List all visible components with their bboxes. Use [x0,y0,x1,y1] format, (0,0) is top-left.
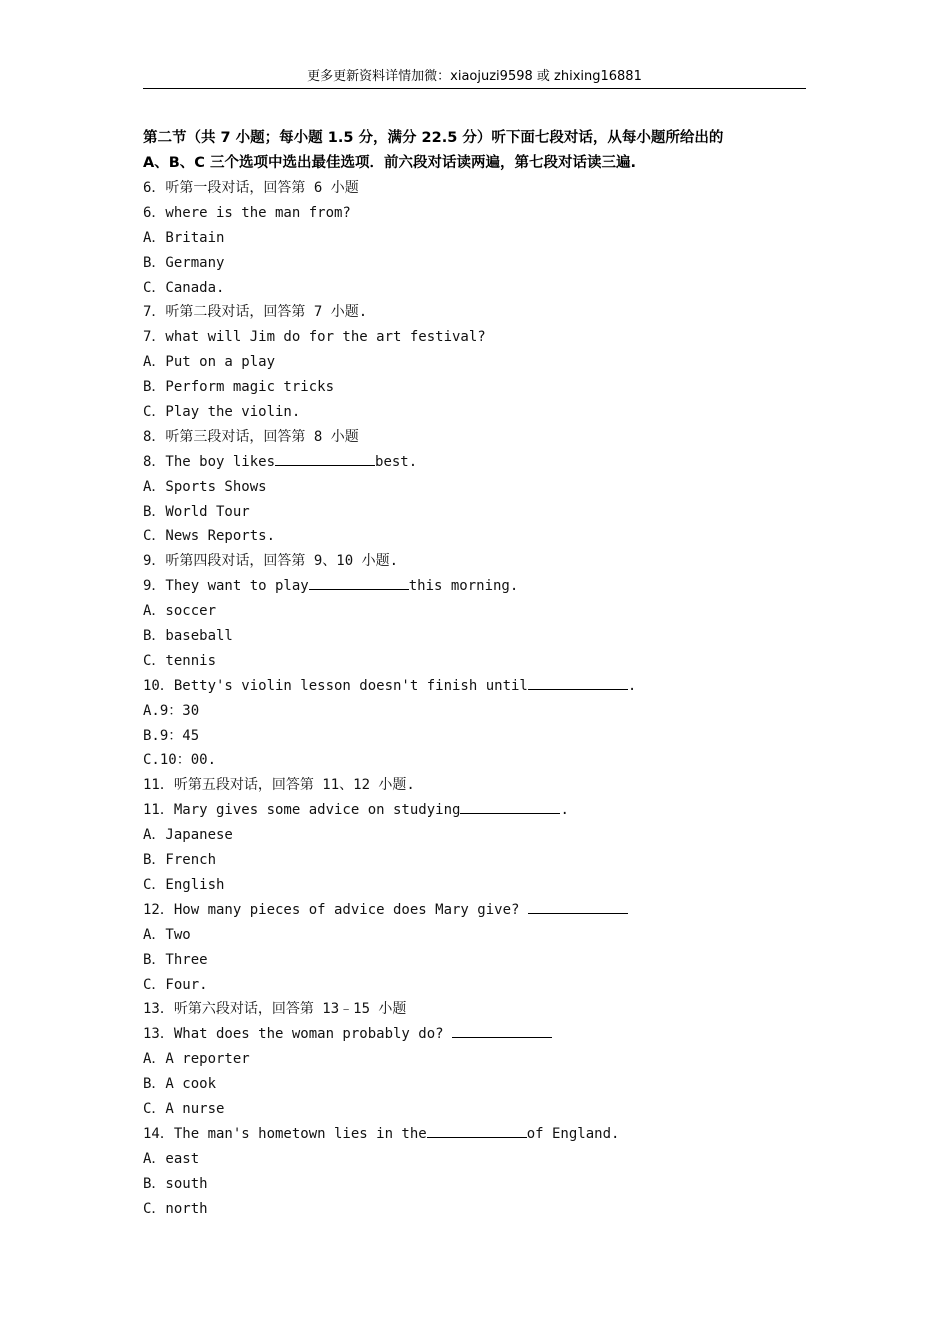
document-line [143,699,823,724]
answer-blank [528,898,628,914]
line-text: 11．听第五段对话，回答第 11、12 小题. [143,777,415,794]
document-line [143,276,823,301]
line-text: A.9：30 [143,702,200,719]
section-title-line-1: 第二节（共 7 小题；每小题 1.5 分，满分 22.5 分）听下面七段对话，从每小题所给出的 [143,130,724,146]
line-text: A．Britain [143,229,225,246]
section-title-line-2: A、B、C 三个选项中选出最佳选项．前六段对话读两遍，第七段对话读三遍. [143,155,636,171]
document-line [143,1072,823,1097]
document-line [143,873,823,898]
line-text: C．Canada. [143,279,225,296]
document-line [143,798,823,823]
document-content [143,126,823,1221]
answer-blank [452,1022,552,1038]
line-text: C．A nurse [143,1100,225,1117]
document-line [143,1172,823,1197]
line-text: A．Sports Shows [143,478,267,495]
document-line [143,176,823,201]
line-text-after-blank: best. [375,453,418,470]
document-line [143,1097,823,1122]
line-text: 13．What does the woman probably do? [143,1026,453,1043]
document-line [143,997,823,1022]
document-line [143,574,823,599]
line-text: A．Two [143,926,191,943]
line-text: 6．听第一段对话，回答第 6 小题 [143,180,359,196]
line-text: 9．They want to play [143,578,309,595]
answer-blank [460,798,560,814]
question-list [143,176,823,1221]
line-text-after-blank: . [560,802,569,819]
document-line [143,923,823,948]
document-line [143,400,823,425]
document-line [143,226,823,251]
document-line [143,599,823,624]
line-text: 7．what will Jim do for the art festival? [143,329,486,346]
document-line [143,201,823,226]
document-line [143,549,823,574]
document-line [143,524,823,549]
document-line [143,948,823,973]
document-line [143,450,823,475]
line-text-after-blank: this morning. [408,578,519,595]
line-text: C．Play the violin. [143,404,301,421]
line-text: B．Three [143,951,208,968]
answer-blank [528,674,628,690]
line-text: C．News Reports. [143,528,276,545]
document-line [143,898,823,923]
document-line [143,251,823,276]
line-text: 8．The boy likes [143,453,276,470]
document-line [143,300,823,325]
line-text: B．south [143,1175,208,1192]
line-text: A．Put on a play [143,354,276,371]
line-text: B．French [143,852,217,869]
document-line [143,375,823,400]
document-line [143,823,823,848]
line-text: B．World Tour [143,503,250,520]
document-line [143,674,823,699]
line-text-after-blank: . [627,677,637,694]
line-text: A．Japanese [143,827,233,844]
line-text: 14．The man's hometown lies in the [143,1125,427,1142]
line-text: B．Perform magic tricks [143,379,335,396]
line-text: B．A cook [143,1076,217,1093]
line-text: B．Germany [143,254,225,271]
line-text: A．A reporter [143,1051,250,1068]
line-text: 9．听第四段对话，回答第 9、10 小题. [143,553,399,570]
line-text: 12．How many pieces of advice does Mary give? [143,901,528,918]
line-text: B．baseball [143,628,233,645]
document-line [143,773,823,798]
document-line [143,350,823,375]
line-text: C．English [143,876,225,893]
line-text-after-blank: of England. [526,1125,620,1142]
document-line [143,1197,823,1222]
line-text: C．tennis [143,652,217,669]
line-text: 13．听第六段对话，回答第 13﹣15 小题 [143,1001,407,1018]
document-line [143,624,823,649]
document-line [143,425,823,450]
line-text: 6．where is the man from? [143,204,351,221]
line-text: A．east [143,1150,200,1167]
document-line [143,1147,823,1172]
document-line [143,848,823,873]
line-text: 7．听第二段对话，回答第 7 小题. [143,304,368,321]
document-line [143,748,823,773]
line-text: C．Four. [143,976,208,993]
line-text: B.9：45 [143,727,200,744]
document-line [143,1122,823,1147]
line-text: 10．Betty's violin lesson doesn't finish until [143,677,528,694]
page-header: 更多更新资料详情加微：xiaojuzi9598 或 zhixing16881 [143,66,806,89]
document-line [143,1047,823,1072]
line-text: A．soccer [143,603,217,620]
answer-blank [309,574,409,590]
line-text: C.10：00. [143,752,217,769]
document-line [143,649,823,674]
document-line [143,500,823,525]
line-text: C．north [143,1200,208,1217]
document-line [143,973,823,998]
document-line [143,325,823,350]
document-line [143,475,823,500]
line-text: 11．Mary gives some advice on studying [143,802,461,819]
document-line [143,724,823,749]
document-line [143,1022,823,1047]
answer-blank [275,450,375,466]
answer-blank [427,1122,527,1138]
line-text: 8．听第三段对话，回答第 8 小题 [143,428,359,445]
